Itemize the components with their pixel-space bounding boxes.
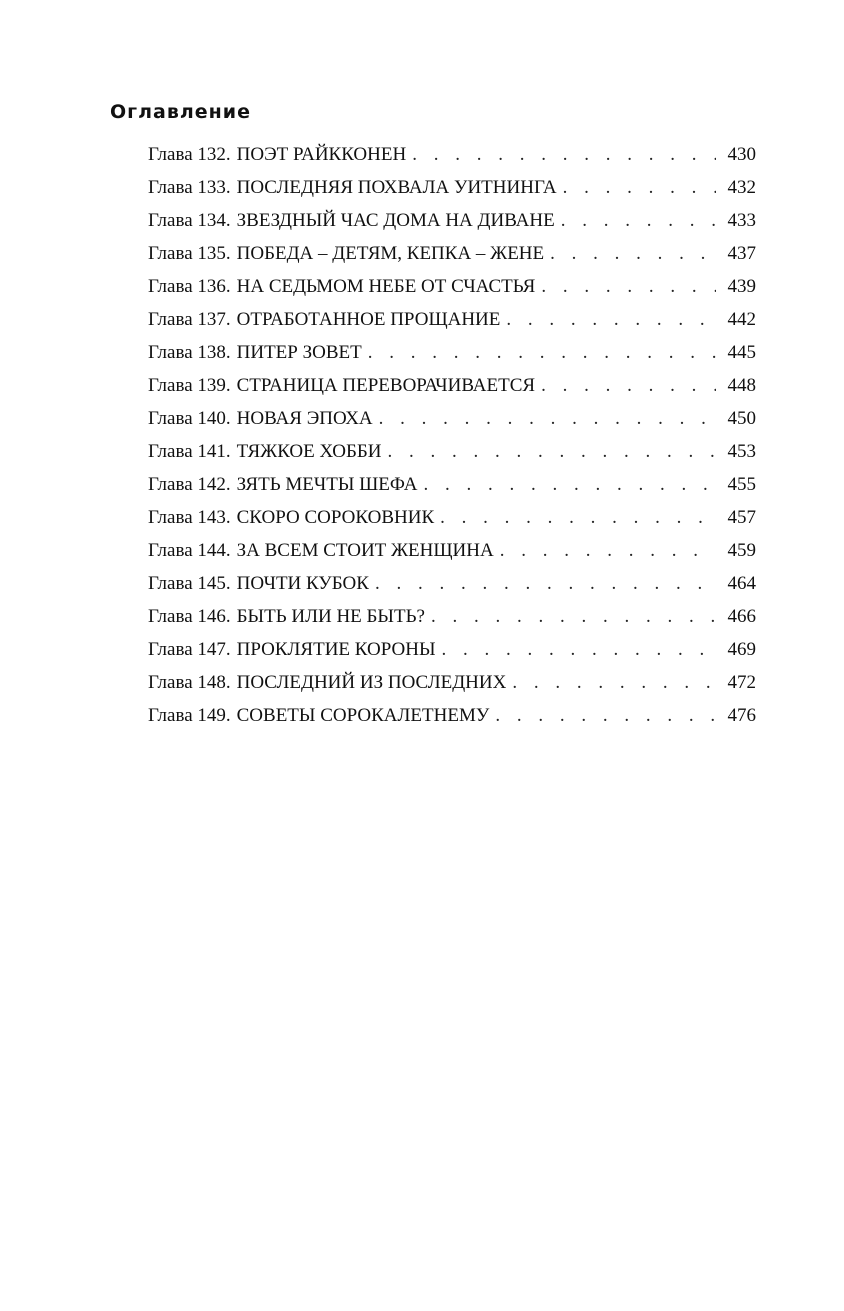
chapter-number: Глава 147. <box>148 639 231 660</box>
toc-entry <box>148 603 756 636</box>
page-number: 455 <box>727 474 756 495</box>
chapter-title: СОВЕТЫ СОРОКАЛЕТНЕМУ <box>236 705 490 726</box>
toc-entry <box>148 471 756 504</box>
toc-entry <box>148 273 756 306</box>
chapter-number: Глава 149. <box>148 705 231 726</box>
dot-leader <box>368 339 716 367</box>
page-number: 448 <box>727 375 756 396</box>
page-number: 459 <box>727 540 756 561</box>
chapter-number: Глава 137. <box>148 309 231 330</box>
chapter-number: Глава 142. <box>148 474 231 495</box>
chapter-title: ПРОКЛЯТИЕ КОРОНЫ <box>236 639 436 660</box>
chapter-number: Глава 148. <box>148 672 231 693</box>
dot-leader <box>541 372 716 400</box>
chapter-title: НА СЕДЬМОМ НЕБЕ ОТ СЧАСТЬЯ <box>236 276 536 297</box>
page-number: 433 <box>727 210 756 231</box>
dot-leader <box>375 570 716 598</box>
dot-leader <box>550 240 716 268</box>
chapter-title: НОВАЯ ЭПОХА <box>236 408 373 429</box>
toc-entry <box>148 207 756 240</box>
page-number: 476 <box>727 705 756 726</box>
toc-entry <box>148 306 756 339</box>
chapter-number: Глава 133. <box>148 177 231 198</box>
dot-leader <box>563 174 716 202</box>
chapter-title: СКОРО СОРОКОВНИК <box>236 507 435 528</box>
chapter-title: БЫТЬ ИЛИ НЕ БЫТЬ? <box>236 606 425 627</box>
toc-entry <box>148 636 756 669</box>
page-number: 450 <box>727 408 756 429</box>
chapter-number: Глава 143. <box>148 507 231 528</box>
toc-entry <box>148 504 756 537</box>
chapter-number: Глава 145. <box>148 573 231 594</box>
chapter-title: ПОСЛЕДНЯЯ ПОХВАЛА УИТНИНГА <box>236 177 557 198</box>
toc-heading: Оглавление <box>110 101 251 123</box>
dot-leader <box>506 306 716 334</box>
chapter-number: Глава 134. <box>148 210 231 231</box>
dot-leader <box>495 702 716 730</box>
page-number: 432 <box>727 177 756 198</box>
chapter-title: ПОЧТИ КУБОК <box>236 573 369 594</box>
chapter-title: ТЯЖКОЕ ХОББИ <box>236 441 382 462</box>
toc-entry <box>148 141 756 174</box>
chapter-title: ЗА ВСЕМ СТОИТ ЖЕНЩИНА <box>236 540 494 561</box>
chapter-title: ПОСЛЕДНИЙ ИЗ ПОСЛЕДНИХ <box>236 672 507 693</box>
page-number: 445 <box>727 342 756 363</box>
chapter-number: Глава 136. <box>148 276 231 297</box>
chapter-number: Глава 139. <box>148 375 231 396</box>
chapter-number: Глава 138. <box>148 342 231 363</box>
page-number: 453 <box>727 441 756 462</box>
toc-entry <box>148 174 756 207</box>
chapter-title: ПОЭТ РАЙККОНЕН <box>236 144 407 165</box>
page-number: 430 <box>727 144 756 165</box>
toc-entry <box>148 339 756 372</box>
chapter-number: Глава 135. <box>148 243 231 264</box>
dot-leader <box>431 603 716 631</box>
chapter-title: ПОБЕДА – ДЕТЯМ, КЕПКА – ЖЕНЕ <box>236 243 545 264</box>
dot-leader <box>442 636 716 664</box>
toc-entry <box>148 570 756 603</box>
chapter-number: Глава 141. <box>148 441 231 462</box>
toc-entry <box>148 405 756 438</box>
dot-leader <box>541 273 716 301</box>
toc-list <box>148 141 756 735</box>
dot-leader <box>379 405 716 433</box>
chapter-title: ЗЯТЬ МЕЧТЫ ШЕФА <box>236 474 418 495</box>
page-number: 472 <box>727 672 756 693</box>
chapter-number: Глава 146. <box>148 606 231 627</box>
toc-entry <box>148 669 756 702</box>
chapter-title: СТРАНИЦА ПЕРЕВОРАЧИВАЕТСЯ <box>236 375 536 396</box>
page-number: 469 <box>727 639 756 660</box>
toc-entry <box>148 438 756 471</box>
page-number: 457 <box>727 507 756 528</box>
page-number: 464 <box>727 573 756 594</box>
page-number: 439 <box>727 276 756 297</box>
chapter-title: ПИТЕР ЗОВЕТ <box>236 342 362 363</box>
dot-leader <box>500 537 716 565</box>
dot-leader <box>412 141 716 169</box>
dot-leader <box>512 669 716 697</box>
chapter-number: Глава 132. <box>148 144 231 165</box>
dot-leader <box>423 471 716 499</box>
page-number: 466 <box>727 606 756 627</box>
chapter-title: ОТРАБОТАННОЕ ПРОЩАНИЕ <box>236 309 501 330</box>
dot-leader <box>388 438 717 466</box>
dot-leader <box>440 504 716 532</box>
toc-entry <box>148 702 756 735</box>
chapter-title: ЗВЕЗДНЫЙ ЧАС ДОМА НА ДИВАНЕ <box>236 210 555 231</box>
toc-entry <box>148 372 756 405</box>
page-number: 442 <box>727 309 756 330</box>
dot-leader <box>561 207 716 235</box>
toc-entry <box>148 537 756 570</box>
chapter-number: Глава 144. <box>148 540 231 561</box>
page-number: 437 <box>727 243 756 264</box>
toc-entry <box>148 240 756 273</box>
chapter-number: Глава 140. <box>148 408 231 429</box>
